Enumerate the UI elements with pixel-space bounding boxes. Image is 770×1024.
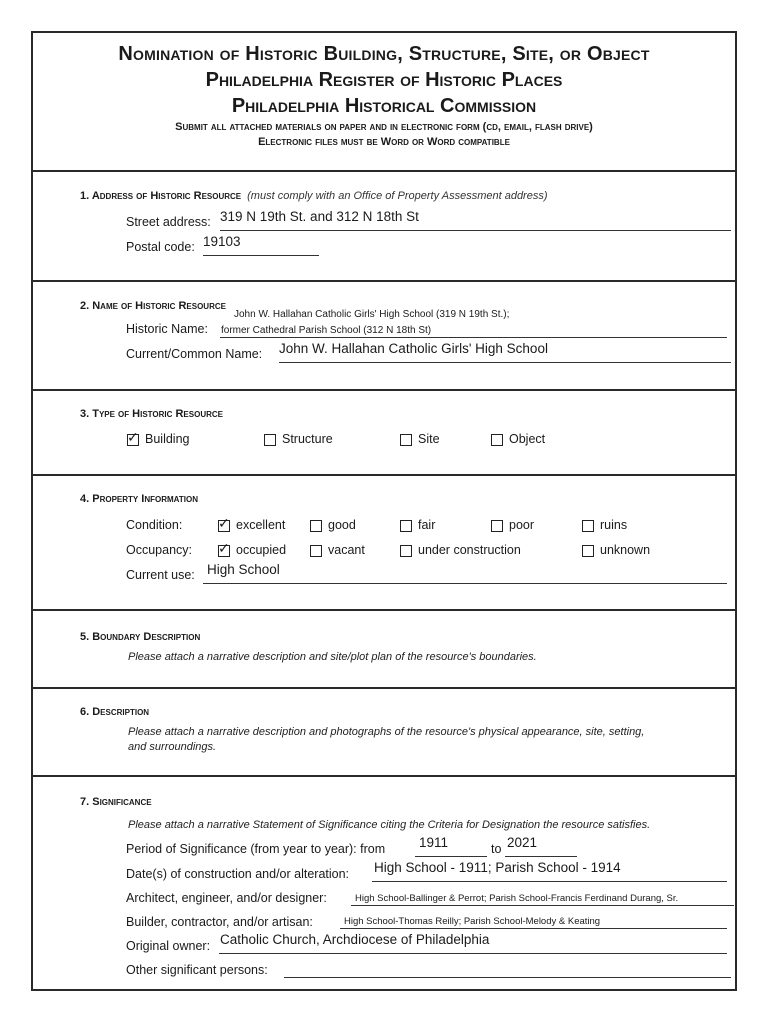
common-name-value[interactable]: John W. Hallahan Catholic Girls' High School xyxy=(279,341,548,356)
builder-label: Builder, contractor, and/or artisan: xyxy=(126,915,313,929)
street-address-label: Street address: xyxy=(126,215,211,229)
condition-ruins-label: ruins xyxy=(600,518,628,532)
condition-ruins-checkbox[interactable] xyxy=(582,520,594,532)
historic-name-line xyxy=(220,337,727,338)
historic-name-value-line1[interactable]: John W. Hallahan Catholic Girls' High School (319 N 19th St.); xyxy=(234,309,510,320)
occupancy-unknown-label: unknown xyxy=(600,543,651,557)
period-to-value[interactable]: 2021 xyxy=(507,835,538,850)
period-to-line xyxy=(505,856,577,857)
checkmark-icon: ✓ xyxy=(127,430,139,446)
divider xyxy=(33,389,735,391)
architect-value[interactable]: High School-Ballinger & Perrot; Parish School-Francis Ferdinand Durang, Sr. xyxy=(355,893,679,904)
postal-code-value[interactable]: 19103 xyxy=(203,234,241,249)
construction-dates-line xyxy=(372,881,727,882)
file-format-instruction: Electronic files must be Word or Word compatible xyxy=(258,136,510,148)
boundary-instructions: Please attach a narrative description and site/plot plan of the resource's boundaries. xyxy=(128,651,537,663)
site-label: Site xyxy=(418,432,440,446)
divider xyxy=(33,609,735,611)
divider xyxy=(33,775,735,777)
original-owner-line xyxy=(219,953,727,954)
divider xyxy=(33,687,735,689)
commission-title: Philadelphia Historical Commission xyxy=(231,95,537,117)
historic-name-value-line2[interactable]: former Cathedral Parish School (312 N 18th St) xyxy=(221,325,432,336)
condition-good-label: good xyxy=(328,518,356,532)
section-2-heading: 2. Name of Historic Resource xyxy=(80,300,226,312)
condition-poor-label: poor xyxy=(509,518,535,532)
significant-persons-line xyxy=(284,977,731,978)
builder-value[interactable]: High School-Thomas Reilly; Parish School-Melody & Keating xyxy=(344,916,601,927)
occupancy-vacant-label: vacant xyxy=(328,543,365,557)
condition-fair-label: fair xyxy=(418,518,436,532)
checkmark-icon: ✓ xyxy=(218,516,230,532)
condition-poor-checkbox[interactable] xyxy=(491,520,503,532)
common-name-line xyxy=(279,362,731,363)
form-title: Nomination of Historic Building, Structure, Site, or Object xyxy=(118,43,650,65)
site-checkbox[interactable] xyxy=(400,434,412,446)
condition-fair-checkbox[interactable] xyxy=(400,520,412,532)
postal-code-line xyxy=(203,255,319,256)
street-address-value[interactable]: 319 N 19th St. and 312 N 18th St xyxy=(220,209,419,224)
divider xyxy=(33,170,735,172)
structure-checkbox[interactable] xyxy=(264,434,276,446)
occupancy-vacant-checkbox[interactable] xyxy=(310,545,322,557)
occupancy-label: Occupancy: xyxy=(126,543,193,557)
object-label: Object xyxy=(509,432,546,446)
condition-label: Condition: xyxy=(126,518,183,532)
builder-line xyxy=(340,928,727,929)
divider xyxy=(33,280,735,282)
original-owner-value[interactable]: Catholic Church, Archdiocese of Philadelphia xyxy=(220,932,490,947)
structure-label: Structure xyxy=(282,432,333,446)
significance-instructions: Please attach a narrative Statement of Significance citing the Criteria for Designation the resource satisfies. xyxy=(128,819,651,831)
occupancy-unknown-checkbox[interactable] xyxy=(582,545,594,557)
significant-persons-label: Other significant persons: xyxy=(126,963,268,977)
common-name-label: Current/Common Name: xyxy=(126,347,263,361)
condition-excellent-label: excellent xyxy=(236,518,286,532)
section-3-heading: 3. Type of Historic Resource xyxy=(80,408,223,420)
construction-dates-label: Date(s) of construction and/or alteration: xyxy=(126,867,350,881)
address-note: (must comply with an Office of Property Assessment address) xyxy=(247,190,548,202)
building-label: Building xyxy=(145,432,190,446)
condition-excellent-checkbox[interactable] xyxy=(218,516,230,532)
section-5-heading: 5. Boundary Description xyxy=(80,631,201,643)
occupancy-under-construction-label: under construction xyxy=(418,543,521,557)
postal-code-label: Postal code: xyxy=(126,240,195,254)
architect-line xyxy=(351,905,734,906)
object-checkbox[interactable] xyxy=(491,434,503,446)
current-use-label: Current use: xyxy=(126,568,195,582)
historic-name-label: Historic Name: xyxy=(126,322,208,336)
submission-instruction: Submit all attached materials on paper and in electronic form (cd, email, flash drive) xyxy=(175,121,593,133)
occupancy-occupied-checkbox[interactable] xyxy=(218,541,230,557)
original-owner-label: Original owner: xyxy=(126,939,211,953)
condition-good-checkbox[interactable] xyxy=(310,520,322,532)
street-address-line xyxy=(220,230,731,231)
section-4-heading: 4. Property Information xyxy=(80,493,198,505)
period-from-value[interactable]: 1911 xyxy=(419,835,449,850)
current-use-line xyxy=(203,583,727,584)
occupancy-under-construction-checkbox[interactable] xyxy=(400,545,412,557)
section-1-heading: 1. Address of Historic Resource (must comply with an Office of Property Assessment address) xyxy=(80,190,548,202)
section-6-heading: 6. Description xyxy=(80,706,150,718)
building-checkbox[interactable] xyxy=(127,430,139,446)
register-title: Philadelphia Register of Historic Places xyxy=(205,69,563,91)
period-to-label: to xyxy=(491,842,502,856)
checkmark-icon: ✓ xyxy=(218,541,230,557)
current-use-value[interactable]: High School xyxy=(207,562,280,577)
description-instructions-line1: Please attach a narrative description and photographs of the resource's physical appearance, site, setting, xyxy=(128,726,645,738)
period-from-line xyxy=(415,856,487,857)
description-instructions-line2: and surroundings. xyxy=(128,741,217,753)
section-7-heading: 7. Significance xyxy=(80,796,152,808)
occupancy-occupied-label: occupied xyxy=(236,543,287,557)
period-label: Period of Significance (from year to year): from xyxy=(126,842,386,856)
architect-label: Architect, engineer, and/or designer: xyxy=(126,891,327,905)
construction-dates-value[interactable]: High School - 1911; Parish School - 1914 xyxy=(374,860,621,875)
form-frame xyxy=(31,31,737,991)
divider xyxy=(33,474,735,476)
